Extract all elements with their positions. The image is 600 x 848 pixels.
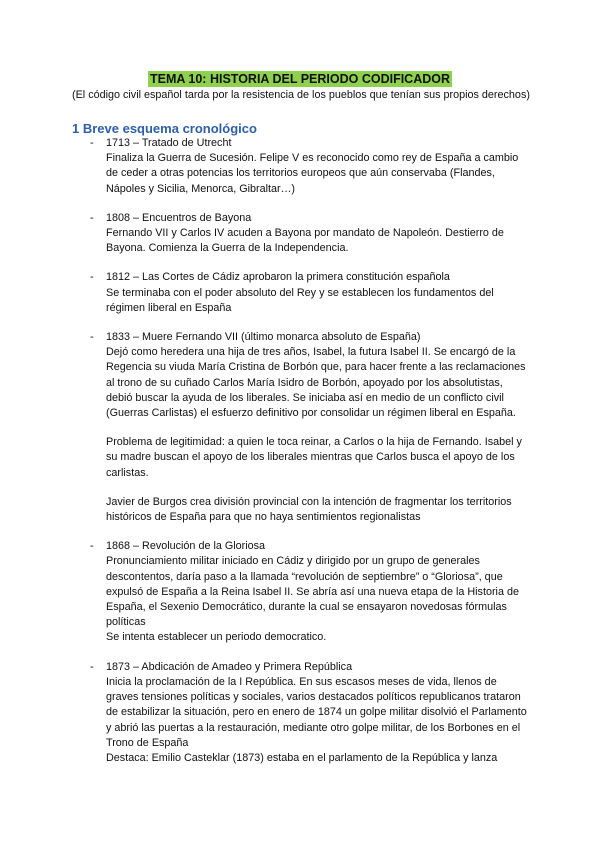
title-highlight: TEMA 10: HISTORIA DEL PERIODO CODIFICADOR	[149, 72, 451, 86]
bullet-dash: -	[90, 271, 94, 284]
timeline-item	[72, 211, 532, 257]
timeline-item-paragraph: Finaliza la Guerra de Sucesión. Felipe V es reconocido como rey de España a cambio de ceder a otras potencias los territorios europeos que aún conservaba (Flandes, Nápoles y Sicilia, Menorca, Gibraltar…)	[106, 152, 519, 195]
bullet-dash: -	[90, 331, 94, 344]
timeline-item-heading: 1868 – Revolución de la Gloriosa	[106, 540, 266, 553]
page-title	[0, 72, 600, 86]
timeline-item-paragraph: Javier de Burgos crea división provincial con la intención de fragmentar los territorios históricos de España para que no haya sentimientos regionalistas	[106, 495, 512, 524]
timeline-item-heading: 1808 – Encuentros de Bayona	[106, 211, 252, 224]
section-heading: 1 Breve esquema cronológico	[72, 121, 257, 136]
timeline-item-paragraph: Problema de legitimidad: a quien le toca reinar, a Carlos o la hija de Fernando. Isabel y su madre buscan el apoyo de los liberales mientras que Carlos busca el apoyo de los carlistas.	[106, 436, 522, 479]
timeline-item	[72, 270, 532, 316]
intro-text: (El código civil español tarda por la resistencia de los pueblos que tenían sus propios derechos)	[72, 89, 530, 101]
timeline-item-paragraph: Se terminaba con el poder absoluto del Rey y se establecen los fundamentos del régimen liberal en España	[106, 286, 494, 314]
bullet-dash: -	[90, 660, 94, 673]
timeline-item-heading: 1812 – Las Cortes de Cádiz aprobaron la primera constitución española	[106, 271, 450, 284]
timeline-item	[72, 136, 532, 197]
timeline-item-paragraph: Fernando VII y Carlos IV acuden a Bayona por mandato de Napoleón. Destierro de Bayona. Comienza la Guerra de la Independencia.	[106, 227, 504, 255]
timeline-item	[72, 539, 532, 645]
timeline-item	[72, 330, 532, 525]
timeline-item-heading: 1713 – Tratado de Utrecht	[106, 137, 232, 149]
timeline-list	[72, 136, 532, 780]
timeline-item-paragraph: Dejó como heredera una hija de tres años, Isabel, la futura Isabel II. Se encargó de la Regencia su viuda María Cristina de Borbón que, para hacer frente a las reclamaciones al trono de su cuñado Carlos María Isidro de Borbón, apoyado por los absolutistas, debió buscar la ayuda de los liberales. Se iniciaba así en medio de un conflicto civil (Guerras Carlistas) el esfuerzo definitivo por consolidar un régimen liberal en España.	[106, 346, 526, 420]
timeline-item-heading: 1873 – Abdicación de Amadeo y Primera República	[106, 660, 353, 673]
timeline-item-paragraph: Inicia la proclamación de la I República. En sus escasos meses de vida, llenos de graves tensiones políticas y sociales, varios destacados políticos republicanos trataron de estabilizar la situación, pero en enero de 1874 un golpe militar disolvió el Parlamento y abrió las puertas a la restauración, mediante otro golpe militar, de los Borbones en el Trono de España Destaca: Emilio Casteklar (1873) estaba en el parlamento de la República y lanza	[106, 675, 527, 764]
bullet-dash: -	[90, 137, 94, 149]
timeline-item-heading: 1833 – Muere Fernando VII (último monarca absoluto de España)	[106, 331, 421, 344]
timeline-item	[72, 660, 532, 766]
timeline-item-paragraph: Pronunciamiento militar iniciado en Cádiz y dirigido por un grupo de generales descontentos, daría paso a la llamada “revolución de septiembre” o “Gloriosa”, que expulsó de España a la Reina Isabel II. Se abría así una nueva etapa de la Historia de España, el Sexenio Democrático, durante la cual se ensayaron novedosas fórmulas políticas Se intenta establecer un periodo democratico.	[106, 555, 519, 644]
bullet-dash: -	[90, 211, 94, 224]
bullet-dash: -	[90, 540, 94, 553]
